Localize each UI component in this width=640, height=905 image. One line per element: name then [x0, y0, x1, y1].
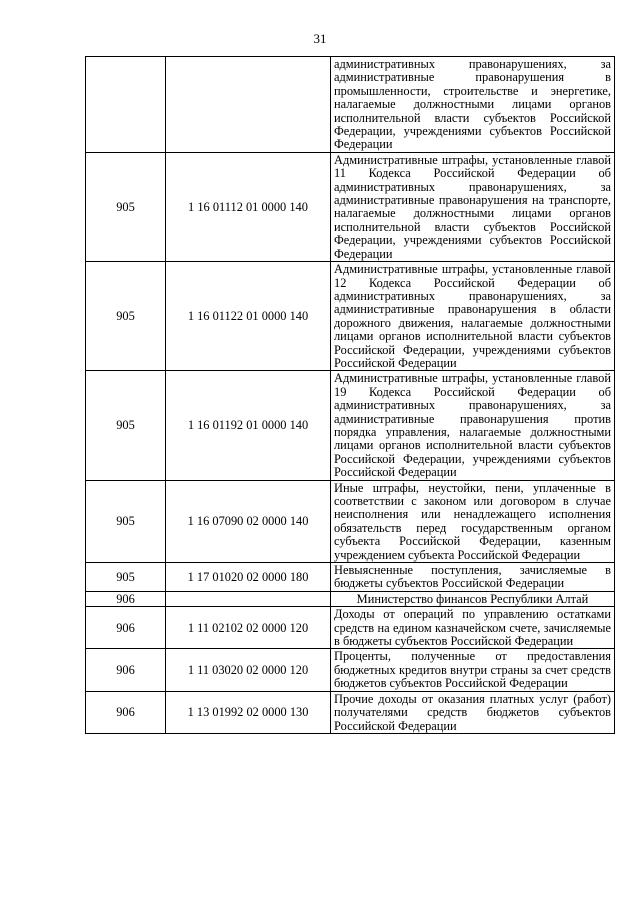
revenue-name-cell: Невыясненные поступления, зачисляемые в бюджеты субъектов Российской Федерации [331, 563, 615, 592]
revenue-name-cell: Прочие доходы от оказания платных услуг (работ) получателями средств бюджетов субъектов Российской Федерации [331, 691, 615, 733]
budget-code-cell: 1 11 02102 02 0000 120 [166, 607, 331, 649]
budget-code-cell [166, 591, 331, 606]
table-row-section-header [86, 591, 615, 606]
admin-code-cell: 906 [86, 607, 166, 649]
admin-code-cell: 906 [86, 649, 166, 691]
admin-code-cell [86, 57, 166, 153]
page-number: 31 [313, 31, 327, 46]
admin-code-cell: 905 [86, 563, 166, 592]
admin-code-cell: 905 [86, 152, 166, 261]
revenue-name-cell: Доходы от операций по управлению остатками средств на едином казначейском счете, зачисляемые в бюджеты субъектов Российской Федерации [331, 607, 615, 649]
table-row [86, 152, 615, 261]
budget-code-cell: 1 16 07090 02 0000 140 [166, 480, 331, 562]
table-row [86, 57, 615, 153]
revenue-name-cell: Административные штрафы, установленные главой 19 Кодекса Российской Федерации об административных правонарушениях, за административные правонарушения против порядка управления, налагаемые должностными лицами органов исполнительной власти субъектов Российской Федерации, учреждениями субъектов Российской Федерации [331, 371, 615, 480]
revenue-name-cell: Проценты, полученные от предоставления бюджетных кредитов внутри страны за счет средств бюджетов субъектов Российской Федерации [331, 649, 615, 691]
table-row [86, 371, 615, 480]
table-row [86, 262, 615, 371]
budget-code-cell [166, 57, 331, 153]
revenue-name-cell: административных правонарушениях, за административные правонарушения в промышленности, строительстве и энергетике, налагаемые должностными лицами органов исполнительной власти субъектов Российской Федерации, учреждениями субъектов Российской Федерации [331, 57, 615, 153]
table-row [86, 480, 615, 562]
admin-code-cell: 906 [86, 691, 166, 733]
budget-code-cell: 1 13 01992 02 0000 130 [166, 691, 331, 733]
revenue-name-cell: Административные штрафы, установленные главой 12 Кодекса Российской Федерации об административных правонарушениях, за административные правонарушения в области дорожного движения, налагаемые должностными лицами органов исполнительной власти субъектов Российской Федерации, учреждениями субъектов Российской Федерации [331, 262, 615, 371]
table-row [86, 649, 615, 691]
revenue-name-cell: Иные штрафы, неустойки, пени, уплаченные в соответствии с законом или договором в случае неисполнения или ненадлежащего исполнения обязательств перед государственным органом субъекта Российской Федерации, казенным учреждением субъекта Российской Федерации [331, 480, 615, 562]
admin-code-cell: 906 [86, 591, 166, 606]
admin-code-cell: 905 [86, 371, 166, 480]
table-row [86, 691, 615, 733]
budget-code-cell: 1 16 01112 01 0000 140 [166, 152, 331, 261]
admin-code-cell: 905 [86, 262, 166, 371]
budget-code-cell: 1 16 01122 01 0000 140 [166, 262, 331, 371]
revenue-name-cell: Административные штрафы, установленные главой 11 Кодекса Российской Федерации об административных правонарушениях, за административные правонарушения на транспорте, налагаемые должностными лицами органов исполнительной власти субъектов Российской Федерации, учреждениями субъектов Российской Федерации [331, 152, 615, 261]
table-row [86, 607, 615, 649]
revenue-classification-table [85, 56, 615, 734]
budget-code-cell: 1 17 01020 02 0000 180 [166, 563, 331, 592]
admin-code-cell: 905 [86, 480, 166, 562]
budget-code-cell: 1 16 01192 01 0000 140 [166, 371, 331, 480]
budget-code-cell: 1 11 03020 02 0000 120 [166, 649, 331, 691]
administrator-name-cell: Министерство финансов Республики Алтай [331, 591, 615, 606]
table-row [86, 563, 615, 592]
